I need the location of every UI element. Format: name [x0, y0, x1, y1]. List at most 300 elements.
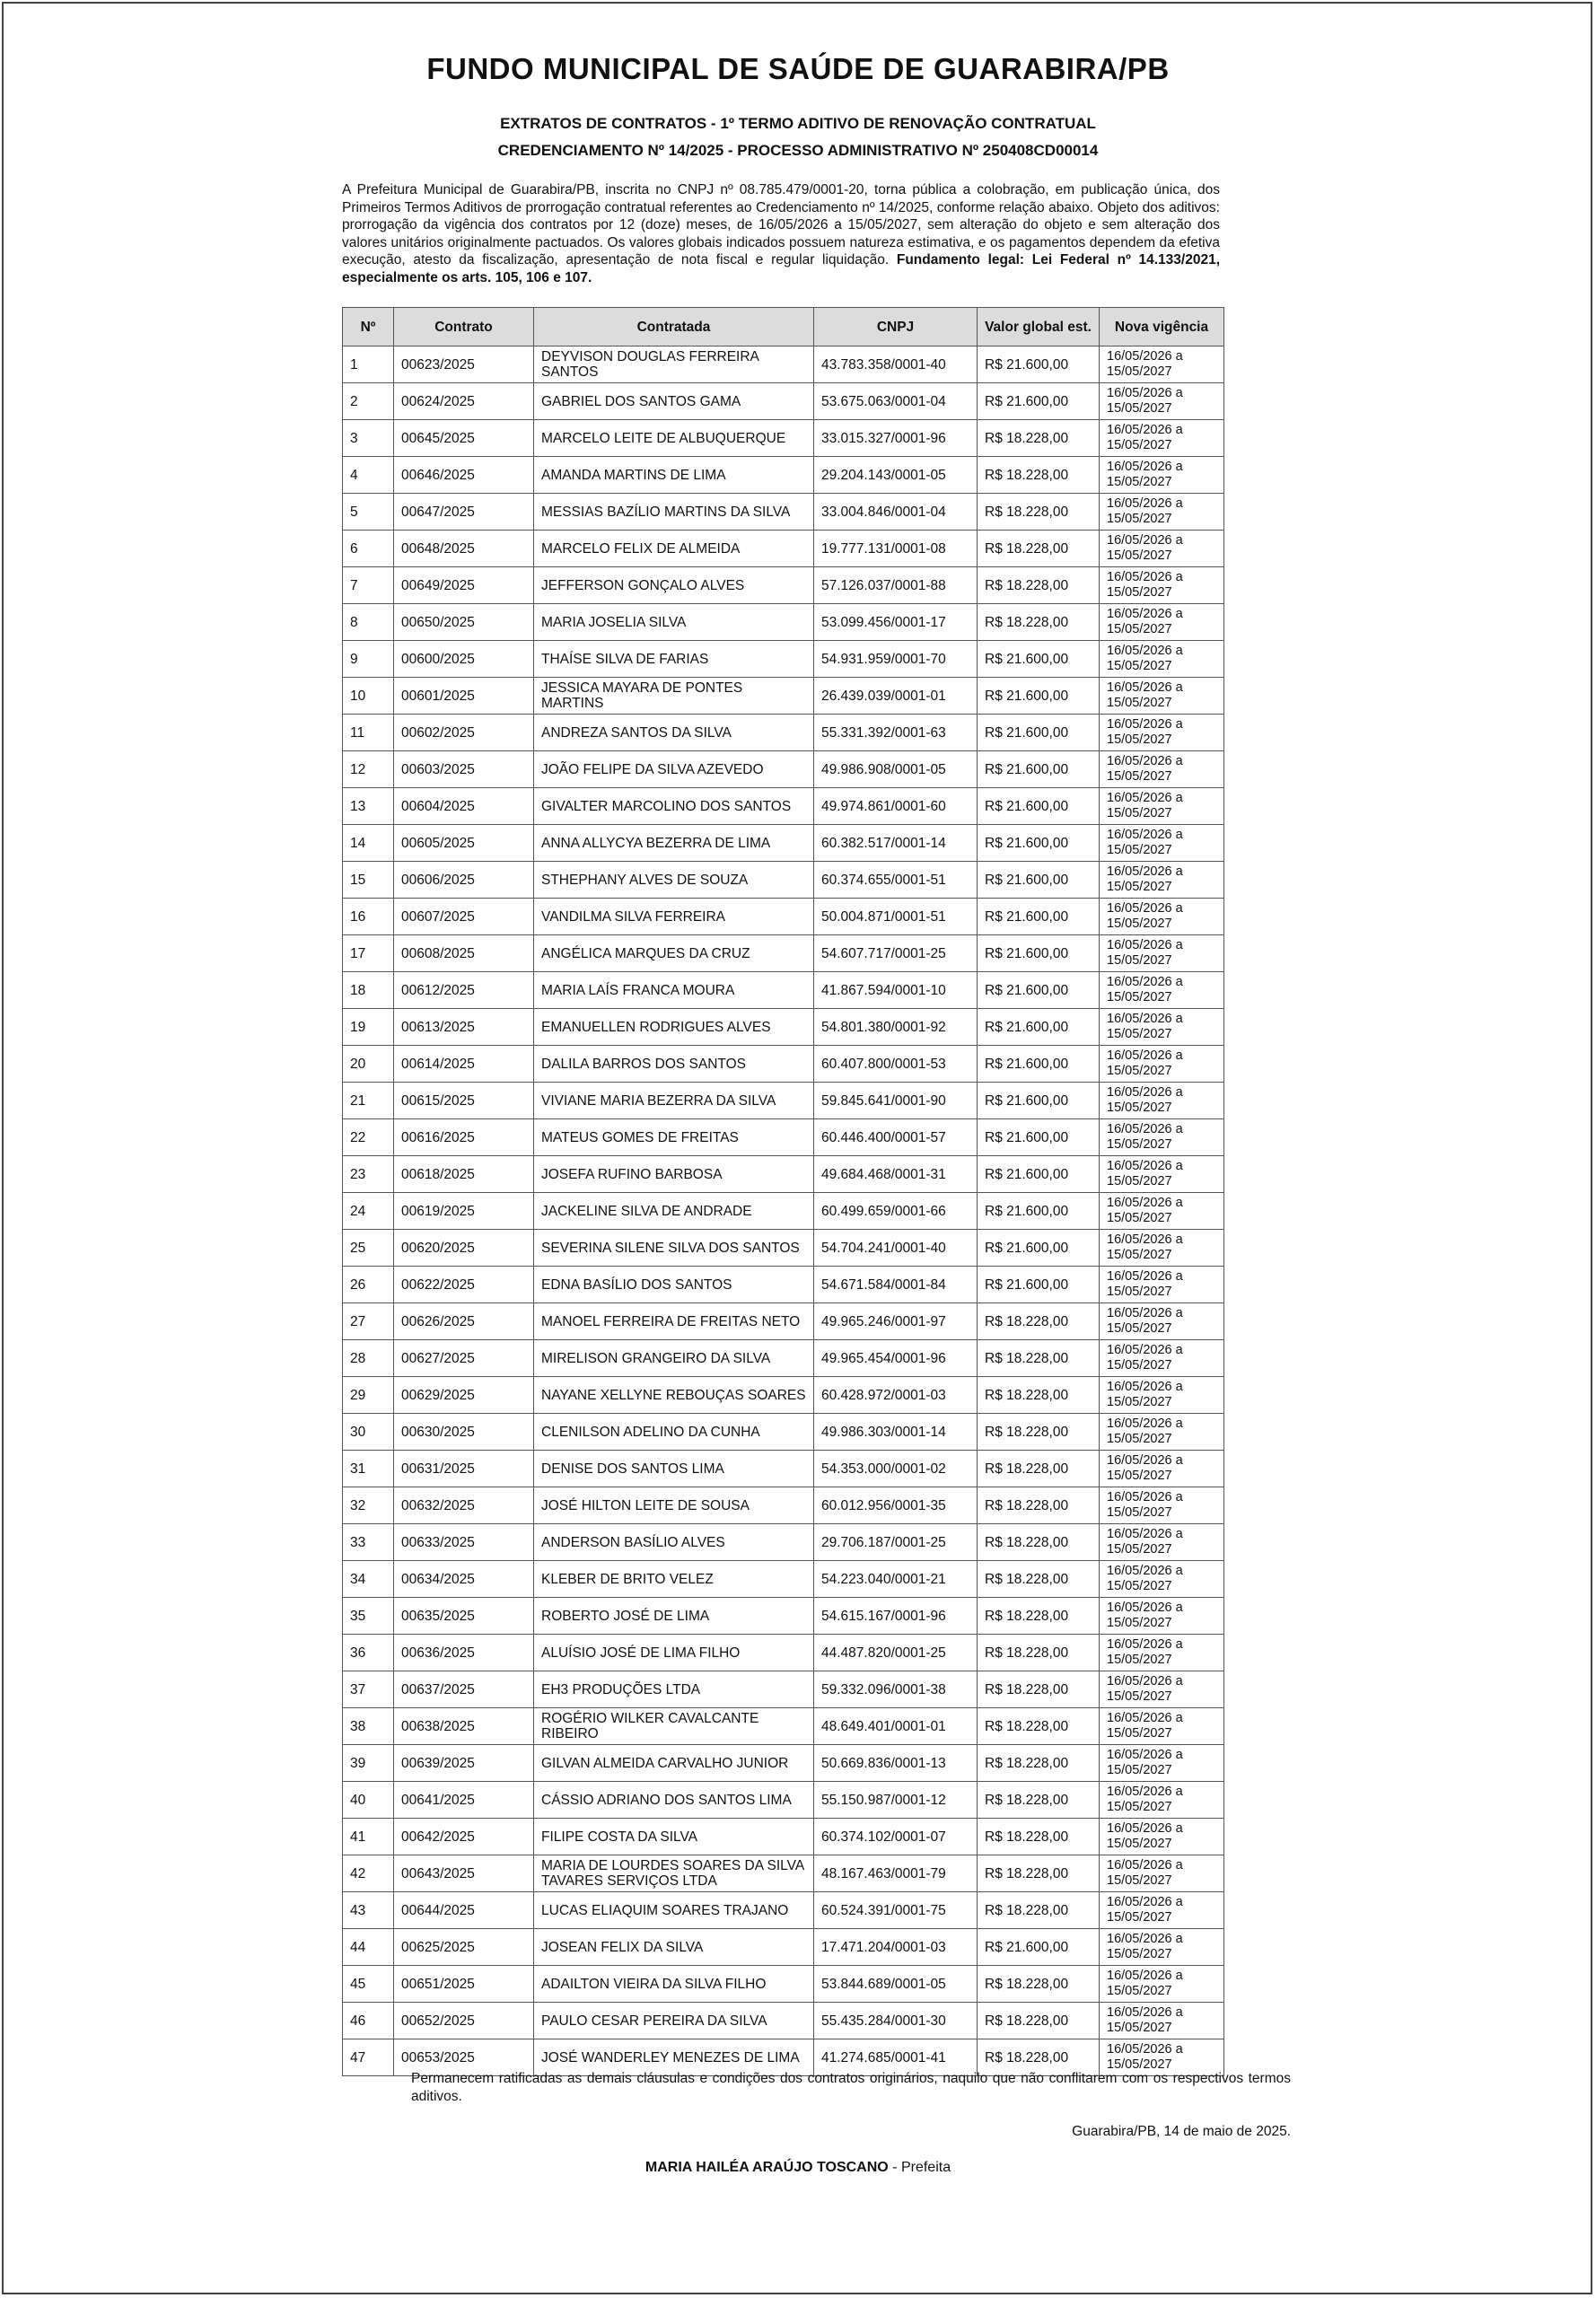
contracts-table: [342, 307, 1224, 2076]
new-validity: 16/05/2026 a 15/05/2027: [1100, 751, 1224, 788]
row-number: 15: [343, 862, 394, 899]
contract-number: 00639/2025: [394, 1745, 534, 1782]
contract-number: 00636/2025: [394, 1635, 534, 1671]
new-validity: 16/05/2026 a 15/05/2027: [1100, 346, 1224, 383]
new-validity: 16/05/2026 a 15/05/2027: [1100, 2003, 1224, 2039]
contract-number: 00618/2025: [394, 1156, 534, 1193]
contractor-cnpj: 48.167.463/0001-79: [814, 1855, 978, 1892]
row-number: 2: [343, 383, 394, 420]
contractor-cnpj: 54.931.959/0001-70: [814, 641, 978, 678]
contractor-cnpj: 41.274.685/0001-41: [814, 2039, 978, 2076]
new-validity: 16/05/2026 a 15/05/2027: [1100, 1230, 1224, 1267]
contractor-name: EH3 PRODUÇÕES LTDA: [534, 1671, 814, 1708]
row-number: 32: [343, 1487, 394, 1524]
global-value: R$ 18.228,00: [978, 1451, 1100, 1487]
new-validity: 16/05/2026 a 15/05/2027: [1100, 1892, 1224, 1929]
row-number: 3: [343, 420, 394, 457]
row-number: 30: [343, 1414, 394, 1451]
contract-number: 00612/2025: [394, 972, 534, 1009]
table-row: [343, 494, 1224, 531]
contract-number: 00629/2025: [394, 1377, 534, 1414]
new-validity: 16/05/2026 a 15/05/2027: [1100, 1671, 1224, 1708]
global-value: R$ 18.228,00: [978, 604, 1100, 641]
contractor-name: FILIPE COSTA DA SILVA: [534, 1819, 814, 1855]
contractor-cnpj: 60.382.517/0001-14: [814, 825, 978, 862]
contract-number: 00603/2025: [394, 751, 534, 788]
contract-number: 00642/2025: [394, 1819, 534, 1855]
page-title: FUNDO MUNICIPAL DE SAÚDE DE GUARABIRA/PB: [426, 52, 1170, 85]
contractor-cnpj: 59.845.641/0001-90: [814, 1083, 978, 1119]
contract-number: 00620/2025: [394, 1230, 534, 1267]
global-value: R$ 18.228,00: [978, 1487, 1100, 1524]
contractor-cnpj: 49.974.861/0001-60: [814, 788, 978, 825]
new-validity: 16/05/2026 a 15/05/2027: [1100, 2039, 1224, 2076]
new-validity: 16/05/2026 a 15/05/2027: [1100, 788, 1224, 825]
contractor-cnpj: 49.986.908/0001-05: [814, 751, 978, 788]
contractor-name: EMANUELLEN RODRIGUES ALVES: [534, 1009, 814, 1046]
global-value: R$ 18.228,00: [978, 1708, 1100, 1745]
table-row: [343, 346, 1224, 383]
table-row: [343, 1819, 1224, 1855]
row-number: 37: [343, 1671, 394, 1708]
contractor-cnpj: 44.487.820/0001-25: [814, 1635, 978, 1671]
new-validity: 16/05/2026 a 15/05/2027: [1100, 1966, 1224, 2003]
global-value: R$ 21.600,00: [978, 751, 1100, 788]
row-number: 16: [343, 899, 394, 935]
table-row: [343, 1451, 1224, 1487]
global-value: R$ 21.600,00: [978, 1009, 1100, 1046]
signer-role: - Prefeita: [888, 2160, 951, 2175]
row-number: 1: [343, 346, 394, 383]
table-row: [343, 862, 1224, 899]
contractor-cnpj: 54.615.167/0001-96: [814, 1598, 978, 1635]
contract-number: 00608/2025: [394, 935, 534, 972]
contractor-name: MARIA JOSELIA SILVA: [534, 604, 814, 641]
contract-number: 00607/2025: [394, 899, 534, 935]
contract-number: 00601/2025: [394, 678, 534, 715]
contractor-cnpj: 53.099.456/0001-17: [814, 604, 978, 641]
table-row: [343, 1598, 1224, 1635]
contract-number: 00634/2025: [394, 1561, 534, 1598]
intro-text: A Prefeitura Municipal de Guarabira/PB, inscrita no CNPJ nº 08.785.479/0001-20, torna pública a colobração, em publicação única, dos Primeiros Termos Aditivos de prorrogação contratual referentes ao Credenciamento nº 14/2025, conforme relação abaixo. Objeto dos aditivos: prorrogação da vigência dos contratos por 12 (doze) meses, de 16/05/2026 a 15/05/2027, sem alteração do objeto e sem alteração dos valores unitários originalmente pactuados. Os valores globais indicados possuem natureza estimativa, e os pagamentos dependem da efetiva execução, atesto da fiscalização, apresentação de nota fiscal e regular liquidação.: [342, 182, 1220, 268]
contractor-name: JOSÉ HILTON LEITE DE SOUSA: [534, 1487, 814, 1524]
contractor-name: ALUÍSIO JOSÉ DE LIMA FILHO: [534, 1635, 814, 1671]
table-row: [343, 1635, 1224, 1671]
contractor-name: MANOEL FERREIRA DE FREITAS NETO: [534, 1303, 814, 1340]
global-value: R$ 18.228,00: [978, 1635, 1100, 1671]
row-number: 8: [343, 604, 394, 641]
global-value: R$ 21.600,00: [978, 935, 1100, 972]
contractor-name: SEVERINA SILENE SILVA DOS SANTOS: [534, 1230, 814, 1267]
contractor-cnpj: 54.223.040/0001-21: [814, 1561, 978, 1598]
new-validity: 16/05/2026 a 15/05/2027: [1100, 1451, 1224, 1487]
contract-number: 00648/2025: [394, 531, 534, 567]
contract-number: 00641/2025: [394, 1782, 534, 1819]
process-subtitle: CREDENCIAMENTO Nº 14/2025 - PROCESSO ADMINISTRATIVO Nº 250408CD00014: [497, 142, 1099, 159]
contractor-cnpj: 49.684.468/0001-31: [814, 1156, 978, 1193]
contractor-cnpj: 33.004.846/0001-04: [814, 494, 978, 531]
table-row: [343, 1156, 1224, 1193]
global-value: R$ 18.228,00: [978, 1561, 1100, 1598]
row-number: 38: [343, 1708, 394, 1745]
contract-number: 00631/2025: [394, 1451, 534, 1487]
contractor-cnpj: 53.844.689/0001-05: [814, 1966, 978, 2003]
contract-number: 00623/2025: [394, 346, 534, 383]
row-number: 28: [343, 1340, 394, 1377]
new-validity: 16/05/2026 a 15/05/2027: [1100, 862, 1224, 899]
global-value: R$ 21.600,00: [978, 1083, 1100, 1119]
contractor-name: DALILA BARROS DOS SANTOS: [534, 1046, 814, 1083]
contractor-cnpj: 57.126.037/0001-88: [814, 567, 978, 604]
legal-basis: Fundamento legal: Lei Federal nº 14.133/2021, especialmente os arts. 105, 106 e 107.: [342, 252, 1221, 285]
row-number: 25: [343, 1230, 394, 1267]
row-number: 27: [343, 1303, 394, 1340]
header-value: Valor global est.: [978, 308, 1100, 346]
table-row: [343, 1230, 1224, 1267]
place-date: Guarabira/PB, 14 de maio de 2025.: [1072, 2124, 1291, 2139]
contractor-name: JOSÉ WANDERLEY MENEZES DE LIMA: [534, 2039, 814, 2076]
table-row: [343, 567, 1224, 604]
contract-number: 00616/2025: [394, 1119, 534, 1156]
table-row: [343, 2003, 1224, 2039]
global-value: R$ 18.228,00: [978, 494, 1100, 531]
contractor-name: JESSICA MAYARA DE PONTES MARTINS: [534, 678, 814, 715]
contractor-cnpj: 55.150.987/0001-12: [814, 1782, 978, 1819]
row-number: 4: [343, 457, 394, 494]
row-number: 6: [343, 531, 394, 567]
contractor-name: EDNA BASÍLIO DOS SANTOS: [534, 1267, 814, 1303]
contractor-name: ROGÉRIO WILKER CAVALCANTE RIBEIRO: [534, 1708, 814, 1745]
table-row: [343, 825, 1224, 862]
contractor-cnpj: 60.524.391/0001-75: [814, 1892, 978, 1929]
table-body: [343, 346, 1224, 2076]
new-validity: 16/05/2026 a 15/05/2027: [1100, 1046, 1224, 1083]
contract-number: 00644/2025: [394, 1892, 534, 1929]
row-number: 7: [343, 567, 394, 604]
table-row: [343, 1046, 1224, 1083]
new-validity: 16/05/2026 a 15/05/2027: [1100, 1303, 1224, 1340]
global-value: R$ 18.228,00: [978, 1671, 1100, 1708]
new-validity: 16/05/2026 a 15/05/2027: [1100, 899, 1224, 935]
contract-number: 00625/2025: [394, 1929, 534, 1966]
table-row: [343, 1377, 1224, 1414]
contract-number: 00647/2025: [394, 494, 534, 531]
contract-number: 00645/2025: [394, 420, 534, 457]
contractor-name: CLENILSON ADELINO DA CUNHA: [534, 1414, 814, 1451]
contractor-name: VANDILMA SILVA FERREIRA: [534, 899, 814, 935]
new-validity: 16/05/2026 a 15/05/2027: [1100, 420, 1224, 457]
new-validity: 16/05/2026 a 15/05/2027: [1100, 1561, 1224, 1598]
document-subtitle: EXTRATOS DE CONTRATOS - 1º TERMO ADITIVO DE RENOVAÇÃO CONTRATUAL: [500, 115, 1096, 132]
contract-number: 00643/2025: [394, 1855, 534, 1892]
table-header-row: [343, 308, 1224, 346]
global-value: R$ 21.600,00: [978, 1267, 1100, 1303]
new-validity: 16/05/2026 a 15/05/2027: [1100, 531, 1224, 567]
global-value: R$ 18.228,00: [978, 1745, 1100, 1782]
table-row: [343, 1782, 1224, 1819]
row-number: 24: [343, 1193, 394, 1230]
global-value: R$ 21.600,00: [978, 1230, 1100, 1267]
table-row: [343, 899, 1224, 935]
global-value: R$ 21.600,00: [978, 1156, 1100, 1193]
row-number: 34: [343, 1561, 394, 1598]
contractor-cnpj: 49.965.454/0001-96: [814, 1340, 978, 1377]
new-validity: 16/05/2026 a 15/05/2027: [1100, 715, 1224, 751]
new-validity: 16/05/2026 a 15/05/2027: [1100, 1377, 1224, 1414]
table-row: [343, 1892, 1224, 1929]
table-row: [343, 1083, 1224, 1119]
row-number: 43: [343, 1892, 394, 1929]
header-validity: Nova vigência: [1100, 308, 1224, 346]
row-number: 17: [343, 935, 394, 972]
contract-number: 00638/2025: [394, 1708, 534, 1745]
new-validity: 16/05/2026 a 15/05/2027: [1100, 1819, 1224, 1855]
global-value: R$ 18.228,00: [978, 531, 1100, 567]
header-cnpj: CNPJ: [814, 308, 978, 346]
header-contractor: Contratada: [534, 308, 814, 346]
table-row: [343, 420, 1224, 457]
table-row: [343, 972, 1224, 1009]
row-number: 36: [343, 1635, 394, 1671]
global-value: R$ 21.600,00: [978, 788, 1100, 825]
table-row: [343, 1487, 1224, 1524]
contractor-cnpj: 60.012.956/0001-35: [814, 1487, 978, 1524]
contractor-cnpj: 54.353.000/0001-02: [814, 1451, 978, 1487]
contractor-cnpj: 59.332.096/0001-38: [814, 1671, 978, 1708]
contractor-cnpj: 29.706.187/0001-25: [814, 1524, 978, 1561]
global-value: R$ 18.228,00: [978, 420, 1100, 457]
row-number: 21: [343, 1083, 394, 1119]
new-validity: 16/05/2026 a 15/05/2027: [1100, 1119, 1224, 1156]
contractor-name: CÁSSIO ADRIANO DOS SANTOS LIMA: [534, 1782, 814, 1819]
row-number: 44: [343, 1929, 394, 1966]
global-value: R$ 21.600,00: [978, 715, 1100, 751]
row-number: 18: [343, 972, 394, 1009]
contractor-cnpj: 50.669.836/0001-13: [814, 1745, 978, 1782]
contractor-name: MIRELISON GRANGEIRO DA SILVA: [534, 1340, 814, 1377]
global-value: R$ 18.228,00: [978, 1819, 1100, 1855]
new-validity: 16/05/2026 a 15/05/2027: [1100, 1414, 1224, 1451]
contract-number: 00650/2025: [394, 604, 534, 641]
row-number: 39: [343, 1745, 394, 1782]
table-row: [343, 751, 1224, 788]
new-validity: 16/05/2026 a 15/05/2027: [1100, 457, 1224, 494]
new-validity: 16/05/2026 a 15/05/2027: [1100, 1193, 1224, 1230]
row-number: 20: [343, 1046, 394, 1083]
contractor-name: PAULO CESAR PEREIRA DA SILVA: [534, 2003, 814, 2039]
contractor-cnpj: 33.015.327/0001-96: [814, 420, 978, 457]
contractor-name: STHEPHANY ALVES DE SOUZA: [534, 862, 814, 899]
new-validity: 16/05/2026 a 15/05/2027: [1100, 1745, 1224, 1782]
row-number: 13: [343, 788, 394, 825]
contractor-name: NAYANE XELLYNE REBOUÇAS SOARES: [534, 1377, 814, 1414]
contractor-name: ROBERTO JOSÉ DE LIMA: [534, 1598, 814, 1635]
row-number: 41: [343, 1819, 394, 1855]
contractor-name: MARCELO FELIX DE ALMEIDA: [534, 531, 814, 567]
new-validity: 16/05/2026 a 15/05/2027: [1100, 494, 1224, 531]
global-value: R$ 18.228,00: [978, 1855, 1100, 1892]
contractor-cnpj: 49.965.246/0001-97: [814, 1303, 978, 1340]
global-value: R$ 21.600,00: [978, 972, 1100, 1009]
contractor-name: MARIA DE LOURDES SOARES DA SILVA TAVARES SERVIÇOS LTDA: [534, 1855, 814, 1892]
row-number: 26: [343, 1267, 394, 1303]
contractor-name: MARIA LAÍS FRANCA MOURA: [534, 972, 814, 1009]
table-row: [343, 1929, 1224, 1966]
global-value: R$ 18.228,00: [978, 1598, 1100, 1635]
new-validity: 16/05/2026 a 15/05/2027: [1100, 1083, 1224, 1119]
contract-number: 00626/2025: [394, 1303, 534, 1340]
contractor-name: JEFFERSON GONÇALO ALVES: [534, 567, 814, 604]
contractor-name: THAÍSE SILVA DE FARIAS: [534, 641, 814, 678]
global-value: R$ 18.228,00: [978, 1414, 1100, 1451]
contractor-name: JOÃO FELIPE DA SILVA AZEVEDO: [534, 751, 814, 788]
new-validity: 16/05/2026 a 15/05/2027: [1100, 1635, 1224, 1671]
global-value: R$ 18.228,00: [978, 567, 1100, 604]
new-validity: 16/05/2026 a 15/05/2027: [1100, 641, 1224, 678]
global-value: R$ 21.600,00: [978, 383, 1100, 420]
new-validity: 16/05/2026 a 15/05/2027: [1100, 567, 1224, 604]
global-value: R$ 21.600,00: [978, 899, 1100, 935]
global-value: R$ 18.228,00: [978, 2003, 1100, 2039]
new-validity: 16/05/2026 a 15/05/2027: [1100, 1929, 1224, 1966]
contract-number: 00624/2025: [394, 383, 534, 420]
contract-number: 00637/2025: [394, 1671, 534, 1708]
row-number: 33: [343, 1524, 394, 1561]
contractor-cnpj: 53.675.063/0001-04: [814, 383, 978, 420]
contract-number: 00614/2025: [394, 1046, 534, 1083]
contractor-name: MATEUS GOMES DE FREITAS: [534, 1119, 814, 1156]
table-row: [343, 715, 1224, 751]
global-value: R$ 21.600,00: [978, 1193, 1100, 1230]
contract-number: 00600/2025: [394, 641, 534, 678]
global-value: R$ 18.228,00: [978, 2039, 1100, 2076]
contractor-cnpj: 43.783.358/0001-40: [814, 346, 978, 383]
row-number: 42: [343, 1855, 394, 1892]
new-validity: 16/05/2026 a 15/05/2027: [1100, 678, 1224, 715]
table-row: [343, 788, 1224, 825]
table-row: [343, 604, 1224, 641]
contractor-name: ANGÉLICA MARQUES DA CRUZ: [534, 935, 814, 972]
row-number: 22: [343, 1119, 394, 1156]
new-validity: 16/05/2026 a 15/05/2027: [1100, 1524, 1224, 1561]
row-number: 31: [343, 1451, 394, 1487]
row-number: 11: [343, 715, 394, 751]
contractor-name: GABRIEL DOS SANTOS GAMA: [534, 383, 814, 420]
contract-number: 00627/2025: [394, 1340, 534, 1377]
global-value: R$ 18.228,00: [978, 1966, 1100, 2003]
global-value: R$ 21.600,00: [978, 862, 1100, 899]
contractor-name: AMANDA MARTINS DE LIMA: [534, 457, 814, 494]
contract-number: 00646/2025: [394, 457, 534, 494]
contractor-name: DENISE DOS SANTOS LIMA: [534, 1451, 814, 1487]
global-value: R$ 18.228,00: [978, 1303, 1100, 1340]
table-row: [343, 1193, 1224, 1230]
table-row: [343, 383, 1224, 420]
table-row: [343, 678, 1224, 715]
table-row: [343, 1855, 1224, 1892]
contractor-cnpj: 29.204.143/0001-05: [814, 457, 978, 494]
contractor-name: LUCAS ELIAQUIM SOARES TRAJANO: [534, 1892, 814, 1929]
contractor-cnpj: 60.428.972/0001-03: [814, 1377, 978, 1414]
new-validity: 16/05/2026 a 15/05/2027: [1100, 604, 1224, 641]
contractor-cnpj: 60.446.400/0001-57: [814, 1119, 978, 1156]
table-row: [343, 1009, 1224, 1046]
contractor-cnpj: 41.867.594/0001-10: [814, 972, 978, 1009]
contractor-cnpj: 55.435.284/0001-30: [814, 2003, 978, 2039]
contract-number: 00651/2025: [394, 1966, 534, 2003]
new-validity: 16/05/2026 a 15/05/2027: [1100, 935, 1224, 972]
contractor-name: MARCELO LEITE DE ALBUQUERQUE: [534, 420, 814, 457]
table-row: [343, 1119, 1224, 1156]
table-row: [343, 1340, 1224, 1377]
contract-number: 00613/2025: [394, 1009, 534, 1046]
new-validity: 16/05/2026 a 15/05/2027: [1100, 1708, 1224, 1745]
contractor-cnpj: 55.331.392/0001-63: [814, 715, 978, 751]
row-number: 45: [343, 1966, 394, 2003]
contractor-name: VIVIANE MARIA BEZERRA DA SILVA: [534, 1083, 814, 1119]
intro-paragraph: [342, 181, 1220, 287]
global-value: R$ 18.228,00: [978, 457, 1100, 494]
global-value: R$ 18.228,00: [978, 1524, 1100, 1561]
row-number: 10: [343, 678, 394, 715]
global-value: R$ 21.600,00: [978, 1119, 1100, 1156]
contractor-name: DEYVISON DOUGLAS FERREIRA SANTOS: [534, 346, 814, 383]
contractor-cnpj: 60.407.800/0001-53: [814, 1046, 978, 1083]
table-row: [343, 1745, 1224, 1782]
table-row: [343, 935, 1224, 972]
contractor-name: ANNA ALLYCYA BEZERRA DE LIMA: [534, 825, 814, 862]
contract-number: 00604/2025: [394, 788, 534, 825]
global-value: R$ 18.228,00: [978, 1377, 1100, 1414]
contractor-cnpj: 54.801.380/0001-92: [814, 1009, 978, 1046]
row-number: 40: [343, 1782, 394, 1819]
contract-number: 00633/2025: [394, 1524, 534, 1561]
table-row: [343, 1303, 1224, 1340]
global-value: R$ 21.600,00: [978, 1929, 1100, 1966]
global-value: R$ 18.228,00: [978, 1340, 1100, 1377]
contract-number: 00652/2025: [394, 2003, 534, 2039]
contractor-cnpj: 50.004.871/0001-51: [814, 899, 978, 935]
row-number: 46: [343, 2003, 394, 2039]
contractor-cnpj: 26.439.039/0001-01: [814, 678, 978, 715]
new-validity: 16/05/2026 a 15/05/2027: [1100, 383, 1224, 420]
contract-number: 00605/2025: [394, 825, 534, 862]
table-row: [343, 531, 1224, 567]
contractor-cnpj: 54.704.241/0001-40: [814, 1230, 978, 1267]
global-value: R$ 18.228,00: [978, 1782, 1100, 1819]
row-number: 9: [343, 641, 394, 678]
signer-name: MARIA HAILÉA ARAÚJO TOSCANO: [645, 2160, 889, 2175]
contractor-cnpj: 48.649.401/0001-01: [814, 1708, 978, 1745]
row-number: 5: [343, 494, 394, 531]
contractor-cnpj: 49.986.303/0001-14: [814, 1414, 978, 1451]
row-number: 23: [343, 1156, 394, 1193]
contractor-cnpj: 54.671.584/0001-84: [814, 1267, 978, 1303]
signature-line: [0, 2160, 1596, 2176]
global-value: R$ 21.600,00: [978, 678, 1100, 715]
global-value: R$ 21.600,00: [978, 641, 1100, 678]
table-row: [343, 1671, 1224, 1708]
contractor-name: ANDERSON BASÍLIO ALVES: [534, 1524, 814, 1561]
contract-number: 00622/2025: [394, 1267, 534, 1303]
table-row: [343, 1966, 1224, 2003]
contract-number: 00635/2025: [394, 1598, 534, 1635]
contract-number: 00649/2025: [394, 567, 534, 604]
row-number: 35: [343, 1598, 394, 1635]
new-validity: 16/05/2026 a 15/05/2027: [1100, 1782, 1224, 1819]
contract-number: 00602/2025: [394, 715, 534, 751]
contract-number: 00653/2025: [394, 2039, 534, 2076]
